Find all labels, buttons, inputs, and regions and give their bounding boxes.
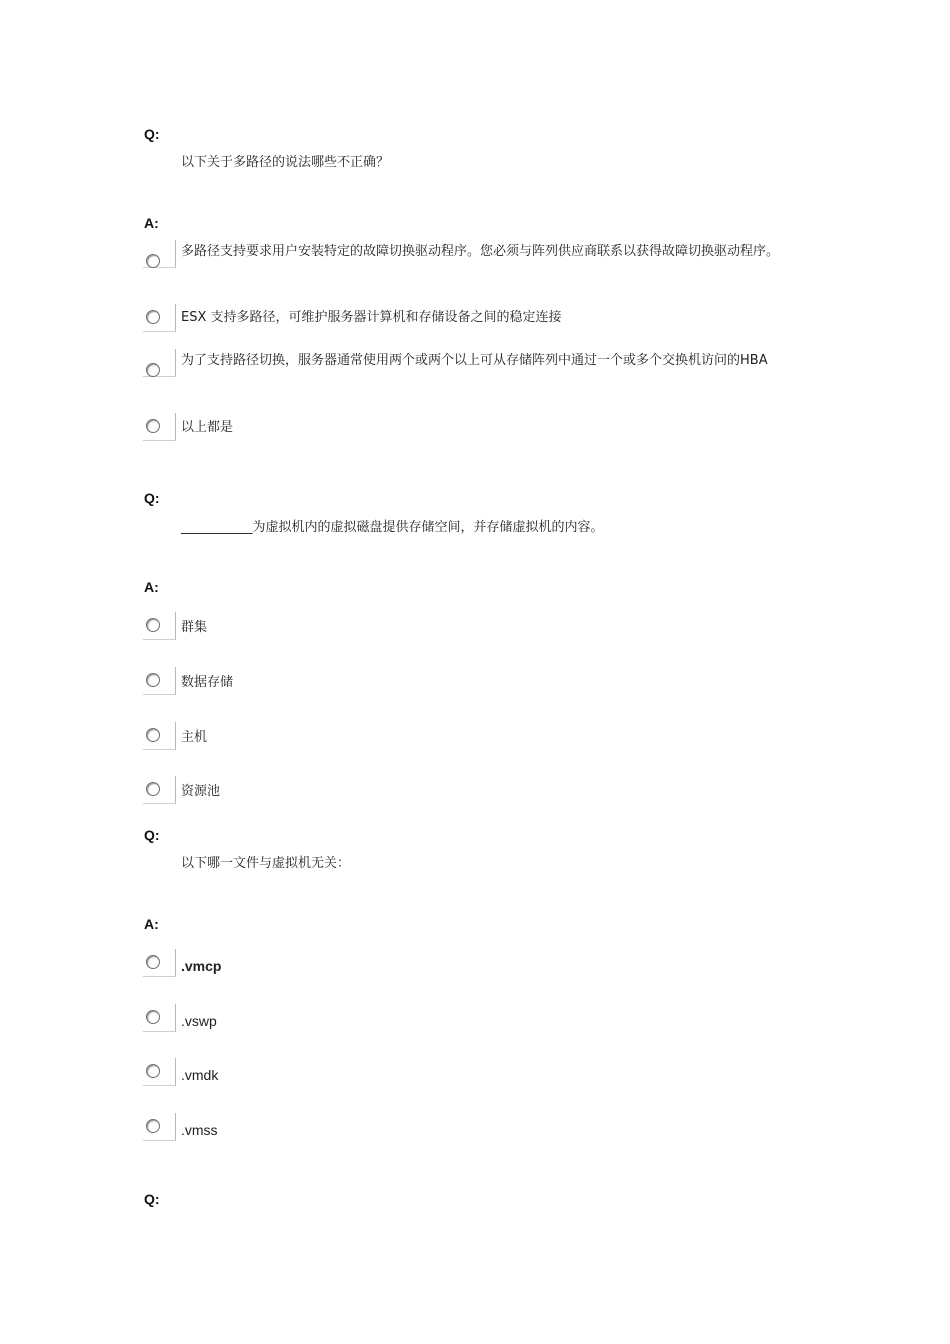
option-text: 以上都是	[181, 420, 234, 435]
radio-cell	[143, 612, 176, 640]
radio-cell	[143, 949, 176, 977]
radio-button[interactable]	[146, 728, 160, 742]
question-label: Q:	[144, 490, 160, 506]
option-text: 群集	[181, 620, 208, 635]
radio-cell	[143, 776, 176, 804]
radio-button[interactable]	[146, 1064, 160, 1078]
radio-cell	[143, 1004, 176, 1032]
question-text: 以下关于多路径的说法哪些不正确？	[181, 155, 390, 170]
radio-cell	[143, 1058, 176, 1086]
answer-label: A:	[144, 916, 159, 932]
radio-button[interactable]	[146, 673, 160, 687]
question-text	[181, 519, 604, 537]
option-text: .vmcp	[181, 958, 222, 974]
radio-cell	[143, 722, 176, 750]
radio-button[interactable]	[146, 955, 160, 969]
radio-button[interactable]	[146, 254, 160, 268]
question-label: Q:	[144, 126, 160, 142]
option-text: .vmss	[181, 1122, 218, 1138]
question-text: 以下哪一文件与虚拟机无关：	[181, 856, 351, 871]
radio-cell	[143, 349, 176, 377]
option-text: ESX 支持多路径，可维护服务器计算机和存储设备之间的稳定连接	[181, 310, 562, 325]
radio-cell	[143, 667, 176, 695]
radio-button[interactable]	[146, 618, 160, 632]
question-label: Q:	[144, 1191, 160, 1207]
radio-button[interactable]	[146, 782, 160, 796]
option-text: 多路径支持要求用户安装特定的故障切换驱动程序。您必须与阵列供应商联系以获得故障切换驱动程序。	[181, 244, 780, 259]
radio-cell	[143, 413, 176, 441]
radio-cell	[143, 304, 176, 332]
radio-button[interactable]	[146, 363, 160, 377]
radio-button[interactable]	[146, 419, 160, 433]
option-text: .vswp	[181, 1013, 217, 1029]
radio-button[interactable]	[146, 1119, 160, 1133]
option-text: .vmdk	[181, 1067, 219, 1083]
option-text: 资源池	[181, 784, 221, 799]
radio-button[interactable]	[146, 1010, 160, 1024]
radio-cell	[143, 240, 176, 268]
answer-label: A:	[144, 579, 159, 595]
option-text: 主机	[181, 730, 208, 745]
question-text-rest: 为虚拟机内的虚拟磁盘提供存储空间，并存储虚拟机的内容。	[252, 520, 604, 535]
answer-label: A:	[144, 215, 159, 231]
radio-cell	[143, 1113, 176, 1141]
radio-button[interactable]	[146, 310, 160, 324]
option-text: 数据存储	[181, 675, 234, 690]
blank-line: ___________	[181, 520, 253, 535]
option-text: 为了支持路径切换，服务器通常使用两个或两个以上可从存储阵列中通过一个或多个交换机访问的HBA	[181, 353, 768, 368]
question-label: Q:	[144, 827, 160, 843]
